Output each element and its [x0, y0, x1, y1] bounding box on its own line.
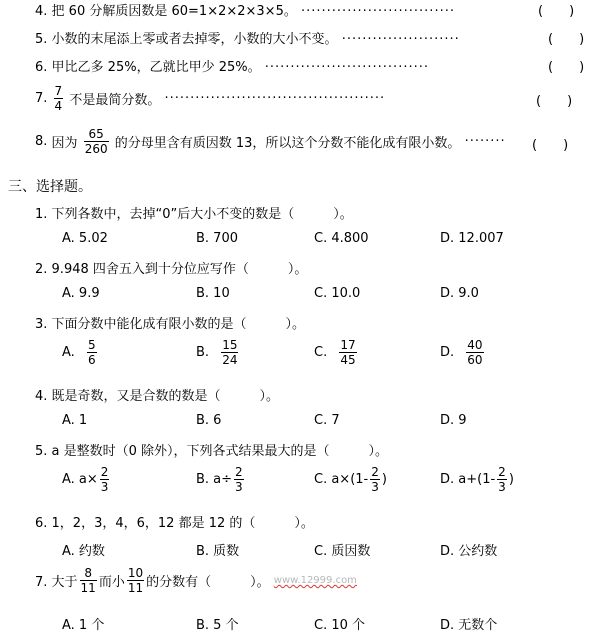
judge-q4 — [35, 0, 455, 19]
option-b[interactable]: B. 5 个 — [196, 618, 239, 633]
fraction — [80, 566, 97, 595]
denominator: 6 — [87, 353, 96, 367]
question-text: 的分母里含有质因数 13，所以这个分数不能化成有限小数。 — [114, 136, 461, 151]
option-label: C. — [314, 345, 328, 360]
leader-dots: ································ — [264, 60, 429, 75]
denominator: 45 — [340, 353, 356, 367]
option-text: A. a× — [62, 472, 98, 487]
option-d[interactable]: D. 无数个 — [440, 618, 498, 633]
fraction — [100, 465, 110, 494]
judge-q5 — [35, 28, 460, 47]
denominator: 60 — [467, 353, 483, 367]
fraction — [221, 338, 238, 367]
question-text: 而小 — [98, 575, 125, 590]
option-text: B. a÷ — [196, 472, 233, 487]
fraction — [234, 465, 244, 494]
option-c[interactable] — [314, 465, 387, 494]
denominator: 11 — [127, 581, 144, 595]
numerator: 2 — [371, 465, 379, 479]
choice-q5-stem: 5. a 是整数时（0 除外），下列各式结果最大的是（ ）。 — [35, 444, 389, 459]
question-number: 7. — [35, 91, 48, 106]
numerator: 8 — [84, 566, 92, 580]
leader-dots: ······················· — [341, 32, 460, 47]
leader-dots: ······························ — [301, 4, 455, 19]
denominator: 24 — [222, 353, 238, 367]
numerator: 40 — [467, 338, 483, 352]
option-c[interactable] — [314, 338, 359, 367]
answer-blank[interactable]: ( ) — [548, 32, 585, 47]
answer-blank[interactable]: ( ) — [532, 138, 569, 153]
fraction — [497, 465, 507, 494]
judge-q6 — [35, 56, 429, 75]
option-b[interactable]: B. 6 — [196, 413, 222, 428]
fraction — [339, 338, 356, 367]
numerator: 65 — [88, 127, 104, 141]
question-text: 小数的末尾添上零或者去掉零，小数的大小不变。 — [51, 32, 338, 47]
question-text: 的分数有（ ）。 — [146, 575, 270, 590]
answer-blank[interactable]: ( ) — [538, 4, 575, 19]
option-text: ) — [381, 472, 387, 487]
fraction — [466, 338, 483, 367]
section-title: 三、选择题。 — [8, 179, 92, 195]
fraction — [84, 127, 109, 156]
numerator: 2 — [100, 465, 109, 479]
option-text: C. a×(1- — [314, 472, 369, 487]
option-b[interactable]: B. 10 — [196, 286, 230, 301]
judge-q8 — [35, 127, 506, 156]
option-a[interactable]: A. 约数 — [62, 544, 105, 559]
denominator: 3 — [100, 480, 109, 494]
leader-dots: ··········································· — [164, 91, 386, 106]
choice-q1-stem: 1. 下列各数中，去掉“0”后大小不变的数是（ ）。 — [35, 207, 353, 222]
option-label: B. — [196, 345, 210, 360]
option-c[interactable]: C. 10 个 — [314, 618, 366, 633]
question-text: 7. 大于 — [35, 575, 78, 590]
option-d[interactable] — [440, 338, 486, 367]
option-d[interactable]: D. 12.007 — [440, 231, 504, 246]
question-text: 甲比乙多 25%，乙就比甲少 25%。 — [51, 60, 261, 75]
choice-q7-stem — [35, 566, 357, 595]
leader-dots: ········ — [464, 134, 506, 149]
fraction — [370, 465, 380, 494]
question-text: 把 60 分解质因数是 60=1×2×2×3×5。 — [51, 4, 297, 19]
question-number: 6. — [35, 60, 48, 75]
numerator: 17 — [340, 338, 356, 352]
numerator: 5 — [87, 338, 96, 352]
choice-q3-stem: 3. 下面分数中能化成有限小数的是（ ）。 — [35, 317, 306, 332]
question-text: 不是最简分数。 — [69, 93, 161, 108]
option-b[interactable]: B. 质数 — [196, 544, 240, 559]
choice-q6-stem: 6. 1，2，3，4，6，12 都是 12 的（ ）。 — [35, 516, 314, 531]
option-d[interactable]: D. 公约数 — [440, 544, 498, 559]
denominator: 11 — [80, 581, 96, 595]
fraction — [54, 84, 64, 113]
option-label: D. — [440, 345, 455, 360]
denominator: 260 — [84, 142, 108, 156]
denominator: 3 — [371, 480, 379, 494]
option-b[interactable]: B. 700 — [196, 231, 238, 246]
choice-q4-stem: 4. 既是奇数，又是合数的数是（ ）。 — [35, 389, 280, 404]
judge-q7 — [35, 84, 385, 113]
denominator: 3 — [235, 480, 243, 494]
option-b[interactable] — [196, 338, 240, 367]
option-text: ) — [508, 472, 514, 487]
option-a[interactable]: A. 9.9 — [62, 286, 100, 301]
option-a[interactable]: A. 1 — [62, 413, 88, 428]
option-c[interactable]: C. 7 — [314, 413, 340, 428]
option-a[interactable] — [62, 465, 111, 494]
answer-blank[interactable]: ( ) — [548, 60, 585, 75]
option-c[interactable]: C. 10.0 — [314, 286, 361, 301]
numerator: 2 — [235, 465, 243, 479]
answer-blank[interactable]: ( ) — [536, 94, 573, 109]
question-number: 4. — [35, 4, 48, 19]
option-d[interactable]: D. 9.0 — [440, 286, 479, 301]
fraction — [127, 566, 144, 595]
fraction — [87, 338, 97, 367]
numerator: 10 — [127, 566, 144, 580]
option-label: A. — [62, 345, 75, 360]
option-c[interactable]: C. 质因数 — [314, 544, 371, 559]
option-b[interactable] — [196, 465, 246, 494]
option-d[interactable] — [440, 465, 514, 494]
option-c[interactable]: C. 4.800 — [314, 231, 369, 246]
question-number: 5. — [35, 32, 48, 47]
question-text: 因为 — [51, 136, 78, 151]
choice-q2-stem: 2. 9.948 四舍五入到十分位应写作（ ）。 — [35, 262, 308, 277]
option-d[interactable]: D. 9 — [440, 413, 467, 428]
option-a[interactable]: A. 1 个 — [62, 618, 105, 633]
option-a[interactable]: A. 5.02 — [62, 231, 108, 246]
watermark: www.12999.com — [273, 575, 357, 586]
question-number: 8. — [35, 134, 48, 149]
option-a[interactable] — [62, 338, 99, 367]
option-text: D. a+(1- — [440, 472, 496, 487]
numerator: 7 — [54, 84, 63, 98]
numerator: 15 — [222, 338, 238, 352]
denominator: 4 — [54, 99, 63, 113]
numerator: 2 — [498, 465, 506, 479]
denominator: 3 — [498, 480, 506, 494]
